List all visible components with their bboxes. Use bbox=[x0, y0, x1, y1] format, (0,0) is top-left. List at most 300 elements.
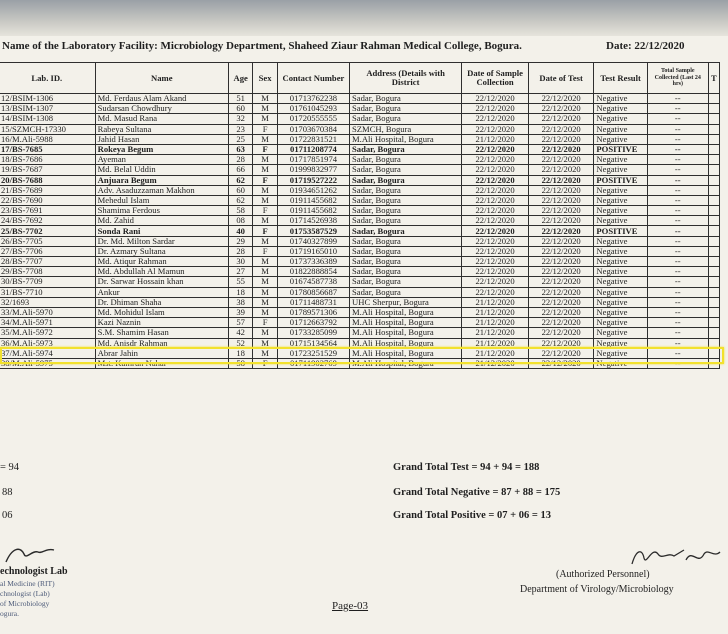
cell-address: Sadar, Bogura bbox=[350, 185, 462, 195]
cell-result: Negative bbox=[594, 185, 647, 195]
cell-address: Sadar, Bogura bbox=[350, 104, 462, 114]
cell-result: POSITIVE bbox=[594, 226, 647, 236]
cell-result: Negative bbox=[594, 257, 647, 267]
cell-extra bbox=[708, 144, 719, 154]
cell-total: -- bbox=[647, 267, 708, 277]
cell-contact: 01717851974 bbox=[277, 155, 349, 165]
cell-contact: 01714526938 bbox=[277, 216, 349, 226]
cell-test: 22/12/2020 bbox=[528, 124, 594, 134]
cell-address: Sadar, Bogura bbox=[350, 165, 462, 175]
cell-collection: 22/12/2020 bbox=[462, 287, 529, 297]
grand-total-negative: Grand Total Negative = 87 + 88 = 175 bbox=[393, 487, 561, 498]
cell-sex: M bbox=[253, 307, 277, 317]
table-row bbox=[0, 328, 720, 338]
left-total-test: = 94 bbox=[0, 462, 20, 473]
cell-name: S.M. Shamim Hasan bbox=[95, 328, 228, 338]
cell-sex: M bbox=[253, 104, 277, 114]
cell-name: Md. Ferdaus Alam Akand bbox=[95, 94, 228, 104]
cell-age: 32 bbox=[228, 114, 252, 124]
cell-extra bbox=[708, 267, 719, 277]
cell-test: 22/12/2020 bbox=[528, 94, 594, 104]
cell-extra bbox=[708, 216, 719, 226]
table-row bbox=[0, 165, 720, 175]
cell-address: Sadar, Bogura bbox=[350, 257, 462, 267]
cell-extra bbox=[708, 328, 719, 338]
cell-address: M.Ali Hospital, Bogura bbox=[350, 328, 462, 338]
department-label: Department of Virology/Microbiology bbox=[520, 584, 674, 595]
cell-id: 16/M.Ali-5988 bbox=[0, 134, 95, 144]
cell-total: -- bbox=[647, 277, 708, 287]
document-heading bbox=[2, 40, 726, 56]
cell-sex: M bbox=[253, 287, 277, 297]
cell-address: Sadar, Bogura bbox=[350, 277, 462, 287]
cell-test: 22/12/2020 bbox=[528, 175, 594, 185]
stamp-line-3: of Microbiology bbox=[0, 599, 50, 608]
cell-name: Md. Mohidul Islam bbox=[95, 307, 228, 317]
cell-test: 22/12/2020 bbox=[528, 144, 594, 154]
cell-contact: 01934651262 bbox=[277, 185, 349, 195]
left-total-negative: 88 bbox=[2, 487, 13, 498]
cell-total: -- bbox=[647, 236, 708, 246]
table-row bbox=[0, 104, 720, 114]
table-row bbox=[0, 144, 720, 154]
cell-extra bbox=[708, 124, 719, 134]
cell-collection: 22/12/2020 bbox=[462, 94, 529, 104]
cell-sex: M bbox=[253, 277, 277, 287]
cell-address: Sadar, Bogura bbox=[350, 144, 462, 154]
cell-result: Negative bbox=[594, 165, 647, 175]
cell-test: 22/12/2020 bbox=[528, 348, 594, 358]
cell-result: Negative bbox=[594, 206, 647, 216]
cell-sex: M bbox=[253, 165, 277, 175]
cell-name: Md. Atiqur Rahman bbox=[95, 257, 228, 267]
cell-age: 66 bbox=[228, 165, 252, 175]
cell-extra bbox=[708, 134, 719, 144]
cell-age: 55 bbox=[228, 277, 252, 287]
cell-name: Dr. Azmary Sultana bbox=[95, 246, 228, 256]
cell-extra bbox=[708, 297, 719, 307]
cell-sex: F bbox=[253, 175, 277, 185]
column-header: Lab. ID. bbox=[0, 63, 95, 94]
column-header: Sex bbox=[253, 63, 277, 94]
cell-address: SZMCH, Bogura bbox=[350, 124, 462, 134]
cell-collection: 21/12/2020 bbox=[462, 348, 529, 358]
cell-test: 22/12/2020 bbox=[528, 104, 594, 114]
cell-address: M.Ali Hospital, Bogura bbox=[350, 318, 462, 328]
cell-test: 22/12/2020 bbox=[528, 155, 594, 165]
cell-collection: 21/12/2020 bbox=[462, 328, 529, 338]
cell-sex: M bbox=[253, 185, 277, 195]
cell-id: 18/BS-7686 bbox=[0, 155, 95, 165]
cell-result: Negative bbox=[594, 307, 647, 317]
cell-id: 21/BS-7689 bbox=[0, 185, 95, 195]
cell-test: 22/12/2020 bbox=[528, 185, 594, 195]
cell-address: M.Ali Hospital, Bogura bbox=[350, 348, 462, 358]
cell-name: Dr. Sarwar Hossain khan bbox=[95, 277, 228, 287]
cell-total: -- bbox=[647, 104, 708, 114]
table-row bbox=[0, 307, 720, 317]
cell-id: 17/BS-7685 bbox=[0, 144, 95, 154]
cell-test: 22/12/2020 bbox=[528, 328, 594, 338]
cell-result: Negative bbox=[594, 358, 647, 368]
cell-name: Sonda Rani bbox=[95, 226, 228, 236]
cell-total: -- bbox=[647, 297, 708, 307]
cell-age: 60 bbox=[228, 185, 252, 195]
cell-collection: 22/12/2020 bbox=[462, 124, 529, 134]
cell-id: 33/M.Ali-5970 bbox=[0, 307, 95, 317]
cell-result: Negative bbox=[594, 338, 647, 348]
table-row bbox=[0, 124, 720, 134]
cell-extra bbox=[708, 257, 719, 267]
cell-test: 22/12/2020 bbox=[528, 206, 594, 216]
cell-contact: 01737336389 bbox=[277, 257, 349, 267]
cell-test: 22/12/2020 bbox=[528, 287, 594, 297]
cell-age: 60 bbox=[228, 104, 252, 114]
cell-name: Adv. Asaduzzaman Makhon bbox=[95, 185, 228, 195]
cell-extra bbox=[708, 236, 719, 246]
cell-collection: 22/12/2020 bbox=[462, 114, 529, 124]
column-header: Test Result bbox=[594, 63, 647, 94]
cell-total: -- bbox=[647, 206, 708, 216]
table-body bbox=[0, 94, 720, 369]
column-header: Address (Details with District bbox=[350, 63, 462, 94]
cell-result: Negative bbox=[594, 134, 647, 144]
cell-name: Dr. Dhiman Shaha bbox=[95, 297, 228, 307]
cell-contact: 01822888854 bbox=[277, 267, 349, 277]
cell-age: 42 bbox=[228, 328, 252, 338]
cell-extra bbox=[708, 114, 719, 124]
stamp-line-1: al Medicine (RIT) bbox=[0, 579, 55, 588]
authorized-personnel-label: (Authorized Personnel) bbox=[556, 569, 650, 580]
cell-collection: 22/12/2020 bbox=[462, 277, 529, 287]
cell-extra bbox=[708, 175, 719, 185]
cell-name: Kazi Naznin bbox=[95, 318, 228, 328]
cell-name: Rokeya Begum bbox=[95, 144, 228, 154]
table-row bbox=[0, 206, 720, 216]
cell-age: 23 bbox=[228, 124, 252, 134]
cell-contact: 01674587738 bbox=[277, 277, 349, 287]
grand-total-test: Grand Total Test = 94 + 94 = 188 bbox=[393, 462, 540, 473]
column-header: T bbox=[708, 63, 719, 94]
cell-total: -- bbox=[647, 226, 708, 236]
highlighted-row-marker bbox=[0, 347, 724, 364]
cell-total: -- bbox=[647, 195, 708, 205]
cell-collection: 21/12/2020 bbox=[462, 358, 529, 368]
cell-name: Md. Belal Uddin bbox=[95, 165, 228, 175]
cell-extra bbox=[708, 195, 719, 205]
cell-total: -- bbox=[647, 328, 708, 338]
cell-extra bbox=[708, 155, 719, 165]
cell-id: 30/BS-7709 bbox=[0, 277, 95, 287]
cell-address: M.Ali Hospital, Bogura bbox=[350, 307, 462, 317]
cell-result: Negative bbox=[594, 297, 647, 307]
cell-id: 13/BSIM-1307 bbox=[0, 104, 95, 114]
cell-age: 52 bbox=[228, 338, 252, 348]
cell-sex: M bbox=[253, 216, 277, 226]
cell-age: 28 bbox=[228, 155, 252, 165]
cell-collection: 21/12/2020 bbox=[462, 307, 529, 317]
table-row bbox=[0, 318, 720, 328]
cell-contact: 01711488731 bbox=[277, 297, 349, 307]
cell-contact: 01719165010 bbox=[277, 246, 349, 256]
cell-extra bbox=[708, 206, 719, 216]
cell-contact: 01719527222 bbox=[277, 175, 349, 185]
cell-total: -- bbox=[647, 94, 708, 104]
cell-test: 22/12/2020 bbox=[528, 216, 594, 226]
cell-id: 29/BS-7708 bbox=[0, 267, 95, 277]
cell-result: Negative bbox=[594, 246, 647, 256]
cell-contact: 01780856687 bbox=[277, 287, 349, 297]
cell-total: -- bbox=[647, 155, 708, 165]
cell-collection: 22/12/2020 bbox=[462, 216, 529, 226]
table-row bbox=[0, 185, 720, 195]
cell-address: Sadar, Bogura bbox=[350, 287, 462, 297]
cell-age: 62 bbox=[228, 175, 252, 185]
cell-collection: 22/12/2020 bbox=[462, 236, 529, 246]
cell-contact: 01720555555 bbox=[277, 114, 349, 124]
cell-test: 22/12/2020 bbox=[528, 267, 594, 277]
cell-test: 22/12/2020 bbox=[528, 338, 594, 348]
cell-age: 63 bbox=[228, 144, 252, 154]
column-header: Date of Test bbox=[528, 63, 594, 94]
cell-test: 22/12/2020 bbox=[528, 114, 594, 124]
table-row bbox=[0, 287, 720, 297]
cell-sex: F bbox=[253, 246, 277, 256]
report-date: Date: 22/12/2020 bbox=[606, 40, 685, 52]
cell-total: -- bbox=[647, 307, 708, 317]
cell-name: Md. Masud Rana bbox=[95, 114, 228, 124]
cell-contact: 01711902769 bbox=[277, 358, 349, 368]
cell-test: 22/12/2020 bbox=[528, 358, 594, 368]
cell-total: -- bbox=[647, 185, 708, 195]
table-row bbox=[0, 277, 720, 287]
cell-age: 18 bbox=[228, 287, 252, 297]
cell-contact: 01761045293 bbox=[277, 104, 349, 114]
cell-name: Sudarsan Chowdhury bbox=[95, 104, 228, 114]
cell-collection: 22/12/2020 bbox=[462, 155, 529, 165]
column-header: Name bbox=[95, 63, 228, 94]
cell-extra bbox=[708, 185, 719, 195]
cell-contact: 01753587529 bbox=[277, 226, 349, 236]
cell-address: M.Ali Hospital, Bogura bbox=[350, 134, 462, 144]
cell-contact: 01740327899 bbox=[277, 236, 349, 246]
cell-collection: 22/12/2020 bbox=[462, 246, 529, 256]
cell-extra bbox=[708, 226, 719, 236]
cell-result: Negative bbox=[594, 348, 647, 358]
table-row bbox=[0, 257, 720, 267]
cell-contact: 01999832977 bbox=[277, 165, 349, 175]
column-header: Total Sample Collected (Last 24 hrs) bbox=[647, 63, 708, 94]
cell-contact: 01713762238 bbox=[277, 94, 349, 104]
cell-id: 20/BS-7688 bbox=[0, 175, 95, 185]
column-header: Date of Sample Collection bbox=[462, 63, 529, 94]
left-total-positive: 06 bbox=[2, 510, 13, 521]
cell-id: 24/BS-7692 bbox=[0, 216, 95, 226]
cell-result: Negative bbox=[594, 318, 647, 328]
cell-collection: 22/12/2020 bbox=[462, 104, 529, 114]
cell-result: Negative bbox=[594, 104, 647, 114]
cell-result: Negative bbox=[594, 277, 647, 287]
cell-age: 25 bbox=[228, 134, 252, 144]
cell-age: 51 bbox=[228, 94, 252, 104]
cell-extra bbox=[708, 246, 719, 256]
cell-test: 22/12/2020 bbox=[528, 318, 594, 328]
cell-collection: 22/12/2020 bbox=[462, 175, 529, 185]
cell-age: 28 bbox=[228, 246, 252, 256]
cell-address: Sadar, Bogura bbox=[350, 155, 462, 165]
cell-total: -- bbox=[647, 257, 708, 267]
cell-result: Negative bbox=[594, 94, 647, 104]
table-row bbox=[0, 134, 720, 144]
cell-contact: 01703670384 bbox=[277, 124, 349, 134]
cell-sex: F bbox=[253, 124, 277, 134]
cell-age: 40 bbox=[228, 226, 252, 236]
cell-sex: M bbox=[253, 257, 277, 267]
cell-result: POSITIVE bbox=[594, 175, 647, 185]
facility-name: Name of the Laboratory Facility: Microbiology Department, Shaheed Ziaur Rahman Medical College, Bogura. bbox=[2, 40, 522, 52]
column-header: Age bbox=[228, 63, 252, 94]
cell-extra bbox=[708, 165, 719, 175]
cell-result: Negative bbox=[594, 267, 647, 277]
cell-sex: M bbox=[253, 114, 277, 124]
cell-sex: M bbox=[253, 267, 277, 277]
table-header-row bbox=[0, 63, 720, 94]
cell-result: Negative bbox=[594, 236, 647, 246]
cell-name: Mst. Kamrun Nahar bbox=[95, 358, 228, 368]
cell-total: -- bbox=[647, 134, 708, 144]
left-signature-title: echnologist Lab bbox=[0, 566, 68, 577]
cell-extra bbox=[708, 318, 719, 328]
cell-collection: 22/12/2020 bbox=[462, 144, 529, 154]
cell-age: 18 bbox=[228, 348, 252, 358]
cell-total: -- bbox=[647, 318, 708, 328]
cell-id: 12/BSIM-1306 bbox=[0, 94, 95, 104]
cell-contact: 01733285099 bbox=[277, 328, 349, 338]
cell-name: Md. Anisdr Rahman bbox=[95, 338, 228, 348]
cell-age: 30 bbox=[228, 257, 252, 267]
cell-id: 32/1693 bbox=[0, 297, 95, 307]
cell-age: 08 bbox=[228, 216, 252, 226]
cell-contact: 01715134564 bbox=[277, 338, 349, 348]
table-row bbox=[0, 226, 720, 236]
cell-result: Negative bbox=[594, 216, 647, 226]
cell-result: Negative bbox=[594, 124, 647, 134]
cell-sex: M bbox=[253, 338, 277, 348]
table-row bbox=[0, 246, 720, 256]
cell-test: 22/12/2020 bbox=[528, 307, 594, 317]
cell-test: 22/12/2020 bbox=[528, 226, 594, 236]
cell-total: -- bbox=[647, 216, 708, 226]
cell-sex: M bbox=[253, 155, 277, 165]
cell-result: Negative bbox=[594, 114, 647, 124]
cell-name: Rabeya Sultana bbox=[95, 124, 228, 134]
cell-address: Sadar, Bogura bbox=[350, 114, 462, 124]
cell-address: Sadar, Bogura bbox=[350, 226, 462, 236]
cell-id: 34/M.Ali-5971 bbox=[0, 318, 95, 328]
cell-name: Md. Zahid bbox=[95, 216, 228, 226]
cell-collection: 22/12/2020 bbox=[462, 267, 529, 277]
stamp-line-4: ogura. bbox=[0, 609, 19, 618]
cell-contact: 01712663792 bbox=[277, 318, 349, 328]
cell-address: M.Ali Hospital, Bogura bbox=[350, 358, 462, 368]
cell-address: Sadar, Bogura bbox=[350, 246, 462, 256]
grand-total-positive: Grand Total Positive = 07 + 06 = 13 bbox=[393, 510, 551, 521]
cell-address: Sadar, Bogura bbox=[350, 236, 462, 246]
table-row bbox=[0, 155, 720, 165]
cell-result: POSITIVE bbox=[594, 144, 647, 154]
cell-name: Ayeman bbox=[95, 155, 228, 165]
cell-id: 23/BS-7691 bbox=[0, 206, 95, 216]
cell-extra bbox=[708, 94, 719, 104]
cell-test: 22/12/2020 bbox=[528, 195, 594, 205]
cell-total: -- bbox=[647, 287, 708, 297]
lab-results-table bbox=[0, 62, 720, 369]
cell-sex: F bbox=[253, 206, 277, 216]
table-row bbox=[0, 267, 720, 277]
table-row bbox=[0, 216, 720, 226]
cell-age: 58 bbox=[228, 206, 252, 216]
cell-name: Md. Abdullah Al Mamun bbox=[95, 267, 228, 277]
cell-total: -- bbox=[647, 165, 708, 175]
column-header: Contact Number bbox=[277, 63, 349, 94]
cell-id: 36/M.Ali-5973 bbox=[0, 338, 95, 348]
cell-total: -- bbox=[647, 246, 708, 256]
cell-collection: 22/12/2020 bbox=[462, 195, 529, 205]
cell-test: 22/12/2020 bbox=[528, 165, 594, 175]
cell-collection: 21/12/2020 bbox=[462, 318, 529, 328]
cell-id: 14/BSIM-1308 bbox=[0, 114, 95, 124]
cell-name: Abrar Jahin bbox=[95, 348, 228, 358]
cell-name: Anjuara Begum bbox=[95, 175, 228, 185]
cell-age: 39 bbox=[228, 307, 252, 317]
cell-collection: 21/12/2020 bbox=[462, 338, 529, 348]
cell-id: 28/BS-7707 bbox=[0, 257, 95, 267]
table-row bbox=[0, 195, 720, 205]
cell-sex: M bbox=[253, 348, 277, 358]
cell-id: 31/BS-7710 bbox=[0, 287, 95, 297]
cell-id: 19/BS-7687 bbox=[0, 165, 95, 175]
cell-collection: 22/12/2020 bbox=[462, 226, 529, 236]
cell-collection: 22/12/2020 bbox=[462, 206, 529, 216]
cell-name: Mehedul Islam bbox=[95, 195, 228, 205]
cell-result: Negative bbox=[594, 155, 647, 165]
stamp-line-2: chnologist (Lab) bbox=[0, 589, 50, 598]
cell-contact: 01711208774 bbox=[277, 144, 349, 154]
cell-name: Shamima Ferdous bbox=[95, 206, 228, 216]
cell-name: Ankur bbox=[95, 287, 228, 297]
cell-address: Sadar, Bogura bbox=[350, 206, 462, 216]
cell-total: -- bbox=[647, 338, 708, 348]
cell-sex: M bbox=[253, 195, 277, 205]
cell-sex: M bbox=[253, 328, 277, 338]
cell-total: -- bbox=[647, 358, 708, 368]
cell-result: Negative bbox=[594, 195, 647, 205]
cell-test: 22/12/2020 bbox=[528, 277, 594, 287]
cell-collection: 21/12/2020 bbox=[462, 134, 529, 144]
cell-total: -- bbox=[647, 144, 708, 154]
cell-address: M.Ali Hospital, Bogura bbox=[350, 338, 462, 348]
cell-extra bbox=[708, 307, 719, 317]
cell-collection: 22/12/2020 bbox=[462, 257, 529, 267]
cell-result: Negative bbox=[594, 287, 647, 297]
cell-id: 22/BS-7690 bbox=[0, 195, 95, 205]
cell-address: Sadar, Bogura bbox=[350, 216, 462, 226]
cell-id: 26/BS-7705 bbox=[0, 236, 95, 246]
cell-test: 22/12/2020 bbox=[528, 246, 594, 256]
table-row bbox=[0, 94, 720, 104]
cell-contact: 01722831521 bbox=[277, 134, 349, 144]
cell-total: -- bbox=[647, 124, 708, 134]
